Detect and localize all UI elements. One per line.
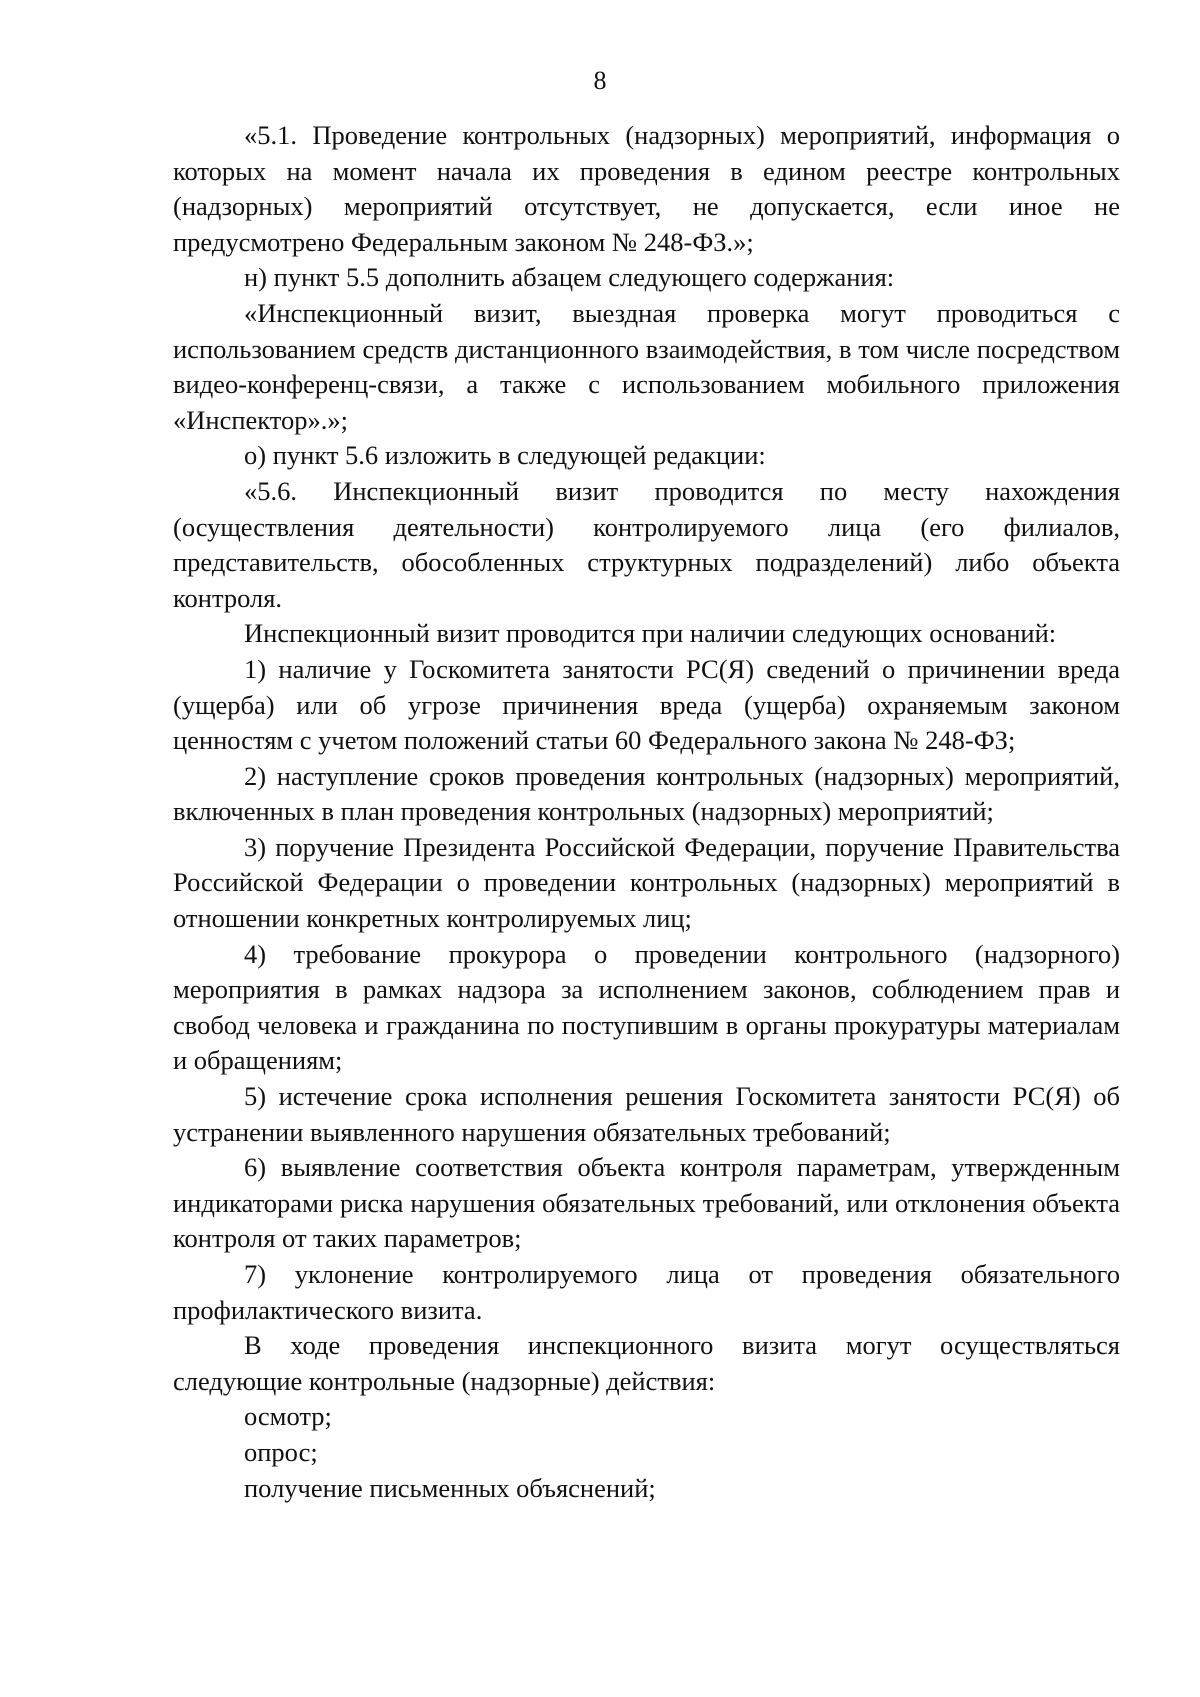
- paragraph-5-1-quote: «5.1. Проведение контрольных (надзорных) мероприятий, информация о которых на момент начала их проведения в едином реестре контрольных (надзорных) мероприятий отсутствует, не допускается, если иное не предусмотрено Федеральным законом № 248-ФЗ.»;: [173, 120, 1120, 257]
- list-item-6: 6) выявление соответствия объекта контроля параметрам, утвержденным индикаторами риска нарушения обязательных требований, или отклонения объекта контроля от таких параметров;: [173, 1152, 1120, 1254]
- list-item-3: 3) поручение Президента Российской Федерации, поручение Правительства Российской Федерации о проведении контрольных (надзорных) мероприятий в отношении конкретных контролируемых лиц;: [173, 831, 1120, 934]
- paragraph-grounds-intro: Инспекционный визит проводится при наличии следующих оснований:: [244, 618, 1057, 649]
- action-item-inspection: осмотр;: [244, 1401, 332, 1432]
- list-item-4: 4) требование прокурора о проведении контрольного (надзорного) мероприятия в рамках надзора за исполнением законов, соблюдением прав и свобод человека и гражданина по поступившим в органы прокуратуры материалам и обращениям;: [173, 938, 1120, 1076]
- list-item-7: 7) уклонение контролируемого лица от проведения обязательного профилактического визита.: [173, 1259, 1120, 1325]
- action-item-survey: опрос;: [244, 1436, 318, 1467]
- action-item-written-explanations: получение письменных объяснений;: [244, 1472, 656, 1503]
- paragraph-inspection-remote: «Инспекционный визит, выездная проверка могут проводиться с использованием средств дистанционного взаимодействия, в том числе посредством видео-конференц-связи, а также с использованием мобильного приложения «Инспектор».»;: [173, 297, 1120, 435]
- list-item-1: 1) наличие у Госкомитета занятости РС(Я) сведений о причинении вреда (ущерба) или об угрозе причинения вреда (ущерба) охраняемым законом ценностям с учетом положений статьи 60 Федерального закона № 248-ФЗ;: [173, 653, 1120, 756]
- paragraph-actions-intro: В ходе проведения инспекционного визита могут осуществляться следующие контрольные (надзорные) действия:: [173, 1330, 1120, 1396]
- document-body: [173, 118, 1120, 1506]
- paragraph-5-6-quote: «5.6. Инспекционный визит проводится по месту нахождения (осуществления деятельности) контролируемого лица (его филиалов, представительств, обособленных структурных подразделений) либо объекта контроля.: [173, 475, 1120, 613]
- list-item-5: 5) истечение срока исполнения решения Госкомитета занятости РС(Я) об устранении выявленного нарушения обязательных требований;: [173, 1081, 1120, 1147]
- list-item-2: 2) наступление сроков проведения контрольных (надзорных) мероприятий, включенных в план проведения контрольных (надзорных) мероприятий;: [173, 760, 1120, 827]
- paragraph-item-o: о) пункт 5.6 изложить в следующей редакции:: [244, 440, 766, 471]
- page-number: 8: [593, 66, 607, 95]
- paragraph-item-n: н) пункт 5.5 дополнить абзацем следующего содержания:: [244, 262, 895, 293]
